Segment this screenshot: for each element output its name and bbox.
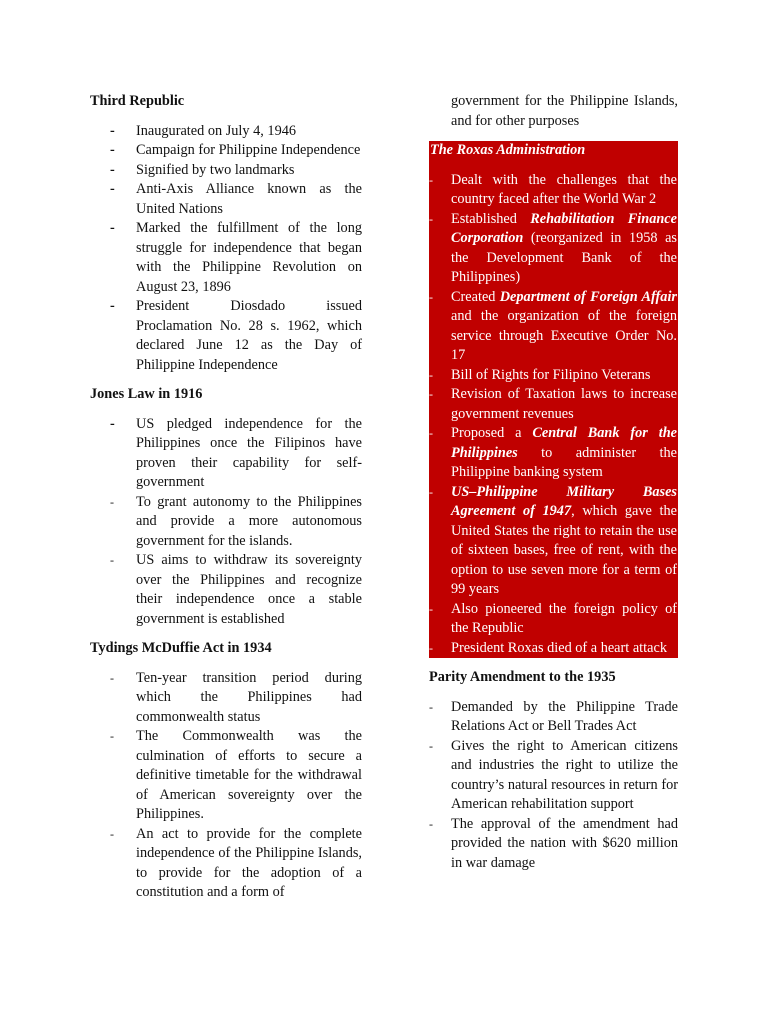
list-item: - Revision of Taxation laws to increase government revenues [429, 386, 677, 422]
jones-law-list [90, 415, 362, 630]
list-item: - Anti-Axis Alliance known as the United Nations [110, 181, 362, 217]
list-item: - Campaign for Philippine Independence [90, 141, 362, 161]
list-item: - Proposed a Central Bank for the Philippines to administer the Philippine banking system [429, 425, 677, 480]
list-item: - Dealt with the challenges that the country faced after the World War 2 [429, 171, 677, 207]
list-item: - US pledged independence for the Philippines once the Filipinos have proven their capability for self-government [110, 415, 362, 490]
list-item: - Bill of Rights for Filipino Veterans [429, 366, 677, 386]
emphasized-term: US–Philippine Military Bases Agreement of 1947 [451, 483, 677, 519]
dash-bullet: - [110, 729, 114, 743]
dash-bullet: - [110, 415, 115, 432]
dash-bullet: - [110, 670, 114, 685]
list-item: - Demanded by the Philippine Trade Relations Act or Bell Trades Act [429, 698, 678, 734]
dash-bullet: - [110, 122, 115, 139]
list-item: - US–Philippine Military Bases Agreement of 1947, which gave the United States the right to retain the use of sixteen bases, free of rent, with the option to use seven more for a term of 99 years [429, 483, 677, 597]
tydings-list [90, 669, 362, 903]
list-item: - Established Rehabilitation Finance Corporation (reorganized in 1958 as the Development Bank of the Philippines) [429, 210, 677, 285]
roxas-administration-box [429, 141, 678, 658]
list-item: - The approval of the amendment had provided the nation with $620 million in war damage [429, 815, 678, 871]
emphasized-term: Central Bank for the Philippines [451, 425, 677, 461]
roxas-list [429, 171, 677, 659]
dash-bullet: - [110, 494, 114, 509]
dash-bullet: - [110, 181, 115, 197]
list-item: - Inaugurated on July 4, 1946 [90, 122, 362, 142]
dash-bullet: - [429, 484, 433, 499]
parity-list [429, 698, 678, 874]
list-item: - Signified by two landmarks [90, 161, 362, 181]
dash-bullet: - [429, 172, 433, 187]
section-heading-jones-law: Jones Law in 1916 [90, 386, 203, 402]
dash-bullet: - [110, 298, 115, 314]
dash-bullet: - [429, 367, 433, 382]
list-item: - The Commonwealth was the culmination of efforts to secure a definitive timetable for the withdrawal of American sovereignty over the Philippines. [110, 728, 362, 822]
dash-bullet: - [429, 816, 433, 831]
dash-bullet: - [110, 553, 114, 567]
list-item: - President Roxas died of a heart attack [429, 639, 677, 659]
third-republic-list [90, 122, 362, 376]
emphasized-term: Rehabilitation Finance Corporation [451, 210, 677, 246]
dash-bullet: - [429, 699, 433, 714]
list-item: - US aims to withdraw its sovereignty over the Philippines and recognize their independence once a stable government is established [110, 552, 362, 627]
list-item: - Ten-year transition period during which the Philippines had commonwealth status [110, 669, 362, 725]
dash-bullet: - [429, 640, 433, 655]
dash-bullet: - [110, 142, 115, 158]
dash-bullet: - [429, 738, 433, 753]
list-item: - An act to provide for the complete independence of the Philippine Islands, to provide for the adoption of a constitution and a form of [110, 825, 362, 900]
dash-bullet: - [429, 211, 433, 226]
tydings-continuation-text: government for the Philippine Islands, and for other purposes [451, 93, 678, 129]
list-item: - Also pioneered the foreign policy of the Republic [429, 600, 677, 636]
dash-bullet: - [110, 826, 114, 841]
dash-bullet: - [429, 601, 433, 616]
dash-bullet: - [429, 426, 433, 440]
right-column [429, 92, 678, 873]
dash-bullet: - [429, 387, 433, 401]
section-heading-parity-amendment: Parity Amendment to the 1935 [429, 669, 616, 685]
section-heading-third-republic: Third Republic [90, 93, 185, 109]
list-item: - Gives the right to American citizens and industries the right to utilize the country’s natural resources in return for American rehabilitation support [429, 737, 678, 812]
section-heading-roxas-administration: The Roxas Administration [430, 142, 586, 158]
list-item: - President Diosdado issued Proclamation No. 28 s. 1962, which declared June 12 as the Day of Philippine Independence [110, 298, 362, 373]
list-item: - To grant autonomy to the Philippines and provide a more autonomous government for the islands. [110, 493, 362, 549]
list-item: - Created Department of Foreign Affair and the organization of the foreign service through Executive Order No. 17 [429, 288, 677, 363]
dash-bullet: - [429, 289, 433, 304]
list-item: - Marked the fulfillment of the long struggle for independence that began with the Philippine Revolution on August 23, 1896 [110, 220, 362, 295]
dash-bullet: - [110, 220, 115, 236]
emphasized-term: Department of Foreign Affair [499, 288, 677, 305]
section-heading-tydings-mcduffie: Tydings McDuffie Act in 1934 [90, 640, 272, 656]
dash-bullet: - [110, 161, 115, 178]
left-column [90, 92, 362, 903]
